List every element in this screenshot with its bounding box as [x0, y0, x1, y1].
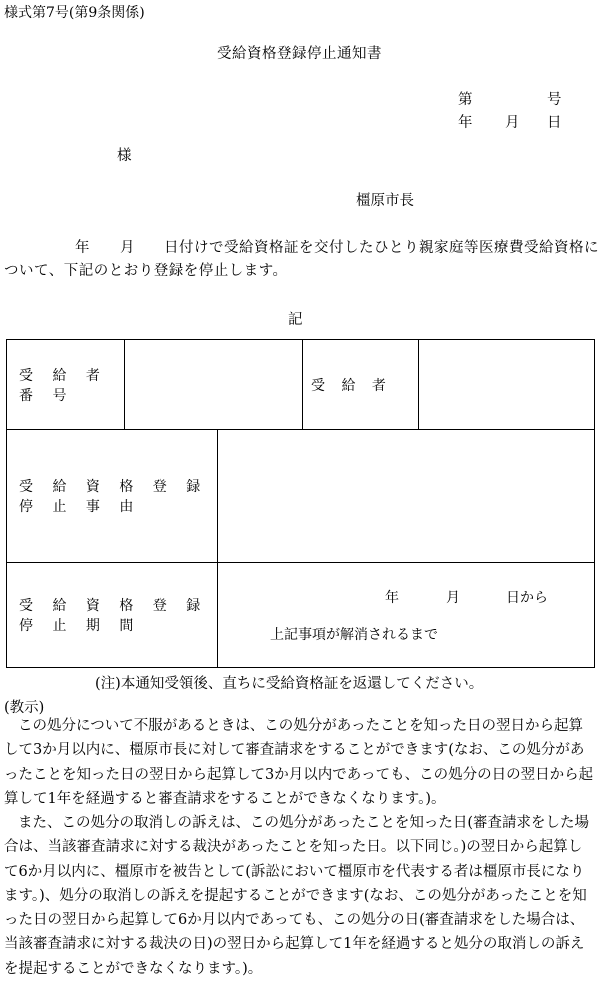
document-title: 受給資格登録停止通知書	[217, 46, 382, 62]
table-row	[7, 340, 595, 430]
addressee-suffix: 様	[117, 148, 132, 164]
period-year: 年	[385, 590, 399, 606]
info-table	[6, 339, 595, 668]
date-month: 月	[505, 115, 520, 131]
intro-month: 月	[120, 240, 135, 256]
form-id: 様式第7号(第9条関係)	[4, 5, 145, 21]
instruction-paragraph-1: この処分について不服があるときは、この処分があったことを知った日の翌日から起算して3か月以内に、橿原市長に対して審査請求をすることができます(なお、この処分があったことを知った日の翌日から起算して3か月以内であっても、この処分の日の翌日から起算して1年を経過すると審査請求をすることができなくなります。)。	[4, 718, 594, 807]
instruction-paragraph-2: また、この処分の取消しの訴えは、この処分があったことを知った日(審査請求をした場合は、当該審査請求に対する裁決があったことを知った日。以下同じ。)の翌日から起算して6か月以内に、橿原市を被告として(訴訟において橿原市を代表する者は橿原市長になります。)、処分の取消しの訴えを提起することができます(なお、この処分があったことを知った日の翌日から起算して6か月以内であっても、この処分の日(審査請求をした場合は、当該審査請求に対する裁決の日)の翌日から起算して1年を経過すると処分の取消しの訴えを提起することができなくなります。)。	[4, 815, 590, 977]
intro-line1: 日付けで受給資格証を交付したひとり親家庭等医療費受給資格に	[164, 240, 599, 256]
recipient-field[interactable]	[419, 340, 595, 430]
recipient-number-field[interactable]	[125, 340, 303, 430]
table-row	[7, 430, 595, 563]
period-label: 受 給 資 格 登 録 停 止 期 間	[7, 563, 218, 668]
intro-year: 年	[75, 240, 90, 256]
date-year: 年	[458, 115, 473, 131]
date-day: 日	[547, 115, 562, 131]
number-go: 号	[547, 92, 562, 108]
period-month: 月	[446, 590, 460, 606]
reason-label: 受 給 資 格 登 録 停 止 事 由	[7, 430, 218, 563]
reason-field[interactable]	[218, 430, 595, 563]
period-until: 上記事項が解消されるまで	[270, 627, 438, 643]
number-dai: 第	[458, 92, 473, 108]
issuer: 橿原市長	[356, 193, 414, 209]
instruction-heading: (教示)	[4, 700, 45, 716]
table-row	[7, 563, 595, 668]
ki-mark: 記	[288, 312, 303, 328]
period-from: 日から	[506, 590, 548, 606]
period-field[interactable]	[218, 563, 595, 668]
intro-line2: ついて、下記のとおり登録を停止します。	[4, 263, 288, 279]
recipient-label: 受 給 者	[303, 340, 419, 430]
recipient-number-label: 受 給 者 番 号	[7, 340, 125, 430]
return-note: (注)本通知受領後、直ちに受給資格証を返還してください。	[95, 676, 484, 692]
